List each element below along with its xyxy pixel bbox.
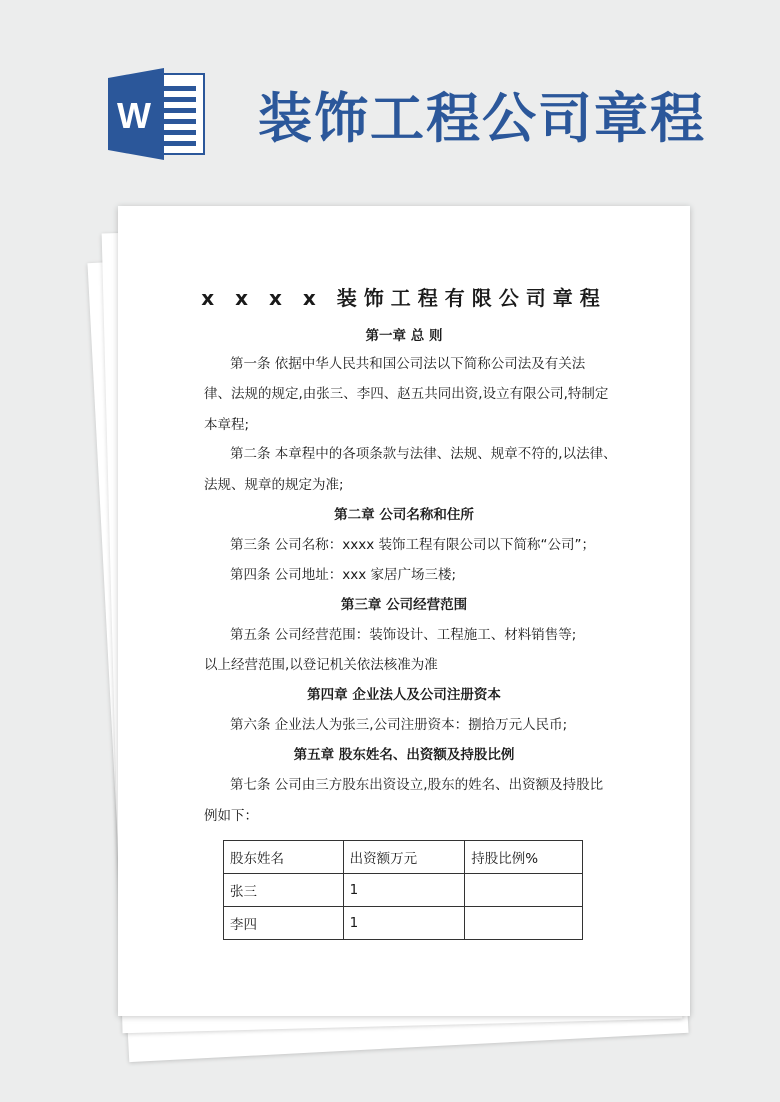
table-cell [465, 874, 583, 907]
table-cell: 张三 [224, 874, 344, 907]
chapter-heading: 第二章 公司名称和住所 [334, 507, 474, 523]
table-cell: 1 [343, 874, 465, 907]
word-logo-letter: W [117, 95, 151, 136]
chapter-heading: 第三章 公司经营范围 [340, 597, 468, 613]
paragraph-line: 第二条 本章程中的各项条款与法律、法规、规章不符的,以法律、 [230, 446, 617, 462]
paragraph-line: 法规、规章的规定为准; [204, 477, 344, 493]
shareholder-table [223, 840, 583, 940]
table-cell: 1 [343, 907, 465, 940]
table-row [224, 874, 583, 907]
paragraph-line: 第六条 企业法人为张三,公司注册资本：捌拾万元人民币; [230, 717, 568, 733]
paragraph-line: 第一条 依据中华人民共和国公司法以下简称公司法及有关法 [230, 356, 586, 372]
paragraph-line: 第三条 公司名称：xxxx 装饰工程有限公司以下简称“公司”； [230, 537, 596, 553]
chapter-heading: 第五章 股东姓名、出资额及持股比例 [293, 747, 515, 763]
document-page [118, 206, 690, 1016]
paragraph-line: 第七条 公司由三方股东出资设立,股东的姓名、出资额及持股比 [230, 777, 604, 793]
paragraph-line: 律、法规的规定,由张三、李四、赵五共同出资,设立有限公司,特制定 [204, 386, 609, 402]
chapter-heading: 第一章 总 则 [365, 328, 443, 344]
banner-title: 装饰工程公司章程 [258, 86, 706, 150]
table-header-cell: 出资额万元 [343, 841, 465, 874]
paragraph-line: 第四条 公司地址：xxx 家居广场三楼; [230, 567, 457, 583]
table-header-cell: 持股比例% [465, 841, 583, 874]
document-title: x x x x 装饰工程有限公司章程 [201, 286, 607, 310]
paragraph-line: 例如下： [204, 808, 258, 824]
paragraph-line: 第五条 公司经营范围：装饰设计、工程施工、材料销售等; [230, 627, 577, 643]
paragraph-line: 本章程; [204, 417, 250, 433]
table-header-row [224, 841, 583, 874]
word-logo-icon [108, 66, 206, 162]
table-header-cell: 股东姓名 [224, 841, 344, 874]
paragraph-line: 以上经营范围,以登记机关依法核准为准 [204, 657, 438, 673]
table-cell [465, 907, 583, 940]
table-row [224, 907, 583, 940]
table-cell: 李四 [224, 907, 344, 940]
chapter-heading: 第四章 企业法人及公司注册资本 [307, 687, 501, 703]
